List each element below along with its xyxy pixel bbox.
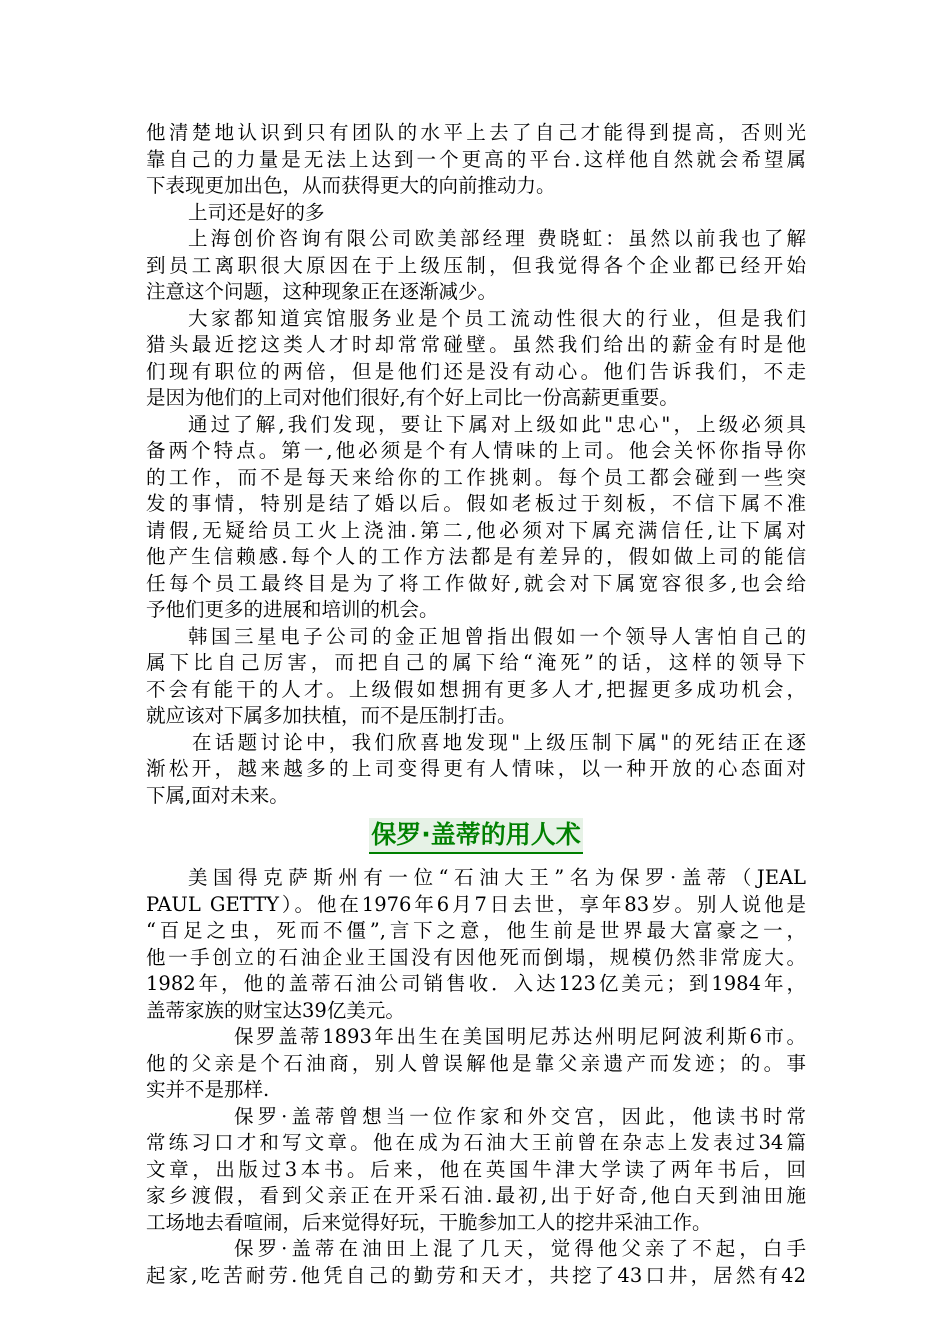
text-line: 起家,吃苦耐劳.他凭自己的勤劳和天才，共挖了43口井，居然有42 [146,1263,806,1287]
text-line: 文章，出版过3本书。后来，他在英国牛津大学读了两年书后，回 [146,1157,806,1181]
text-line: 任每个员工最终目是为了将工作做好,就会对下属宽容很多,也会给 [146,571,806,595]
section-title: 保罗·盖蒂的用人术 [369,818,583,854]
paragraph-getty-intro [146,865,806,1024]
text-line: 上海创价咨询有限公司欧美部经理 费晓虹：虽然以前我也了解 [188,227,806,250]
text-line: 他产生信赖感.每个人的工作方法都是有差异的，假如做上司的能信 [146,545,806,568]
text-line: 们现有职位的两倍，但是他们还是没有动心。他们告诉我们，不走 [146,359,806,383]
paragraph-discussion [146,730,806,810]
text-line: 的工作，而不是每天来给你的工作挑刺。每个员工都会碰到一些突 [146,465,806,489]
text-line: 实并不是那样. [146,1078,270,1101]
text-line: “百足之虫，死而不僵”,言下之意，他生前是世界最大富豪之一， [146,919,806,942]
text-line: 保罗·盖蒂曾想当一位作家和外交宫，因此，他读书时常 [234,1104,806,1128]
text-line: 保罗·盖蒂在油田上混了几天，觉得他父亲了不起，白手 [234,1237,806,1260]
text-line: 他清楚地认识到只有团队的水平上去了自己才能得到提高，否则光 [146,121,806,144]
text-line: 工场地去看喧闹，后来觉得好玩，干脆参加工人的挖井采油工作。 [146,1210,712,1234]
text-line: 注意这个问题，这种现象正在逐渐减少。 [146,280,498,303]
paragraph-getty-oilfield [146,1236,806,1289]
document-page [146,120,806,1289]
text-line: 予他们更多的进展和培训的机会。 [146,598,439,621]
paragraph-loyalty [146,412,806,624]
text-line: 家乡渡假，看到父亲正在开采石油.最初,出于好奇,他白天到油田施 [146,1184,806,1207]
text-line: 常练习口才和写文章。他在成为石油大王前曾在杂志上发表过34篇 [146,1131,806,1154]
paragraph-samsung [146,624,806,730]
text-line: 是因为他们的上司对他们很好,有个好上司比一份高薪更重要。 [146,386,679,409]
text-line: 下属,面对未来。 [146,783,289,807]
text-line: 属下比自己厉害，而把自己的属下给“淹死”的话，这样的领导下 [146,651,806,674]
text-line: 1982年，他的盖蒂石油公司销售收．入达123亿美元；到1984年， [146,972,806,995]
text-line: 下表现更加出色，从而获得更大的向前推动力。 [146,174,556,197]
text-line: 备两个特点。第一,他必须是个有人情味的上司。他会关怀你指导你 [146,439,806,462]
paragraph-hotel-industry [146,306,806,412]
text-line: 到员工离职很大原因在于上级压制，但我觉得各个企业都已经开始 [146,253,806,277]
subheading-boss-good: 上司还是好的多 [188,200,325,224]
section-title-wrap [146,811,806,865]
text-line: 靠自己的力量是无法上达到一个更高的平台.这样他自然就会希望属 [146,147,806,171]
text-line: 他一手创立的石油企业王国没有因他死而倒塌，规模仍然非常庞大。 [146,945,806,969]
text-line: 就应该对下属多加扶植，而不是压制打击。 [146,704,517,727]
text-line: 不会有能干的人才。上级假如想拥有更多人才,把握更多成功机会， [146,677,806,701]
text-line: 在话题讨论中，我们欣喜地发现"上级压制下属"的死结正在逐 [192,730,806,754]
text-line: 发的事情，特别是结了婚以后。假如老板过于刻板，不信下属不准 [146,492,806,515]
text-line: 保罗盖蒂1893年出生在美国明尼苏达州明尼阿波利斯6市。 [234,1025,806,1048]
text-line: 猎头最近挖这类人才时却常常碰壁。虽然我们给出的薪金有时是他 [146,333,806,356]
text-line: 请假,无疑给员工火上浇油.第二,他必须对下属充满信任,让下属对 [146,518,806,542]
text-line: 他的父亲是个石油商，别人曾误解他是靠父亲遗产而发迹；的。事 [146,1051,806,1075]
text-line: PAUL GETTY）。他在1976年6月7日去世，享年83岁。别人说他是 [146,892,806,916]
text-line: 韩国三星电子公司的金正旭曾指出假如一个领导人害怕自己的 [188,624,806,648]
text-line: 通过了解,我们发现，要让下属对上级如此"忠心"，上级必须具 [188,412,806,436]
paragraph-fei-xiaohong [146,226,806,306]
paragraph-team-level [146,120,806,200]
text-line: 美国得克萨斯州有一位“石油大王”名为保罗·盖蒂（JEAL [188,866,806,889]
paragraph-getty-birth [146,1024,806,1104]
text-line: 渐松开，越来越多的上司变得更有人情味，以一种开放的心态面对 [146,757,806,780]
paragraph-getty-writer [146,1104,806,1237]
text-line: 盖蒂家族的财宝达39亿美元。 [146,998,405,1022]
text-line: 大家都知道宾馆服务业是个员工流动性很大的行业，但是我们 [188,306,806,330]
